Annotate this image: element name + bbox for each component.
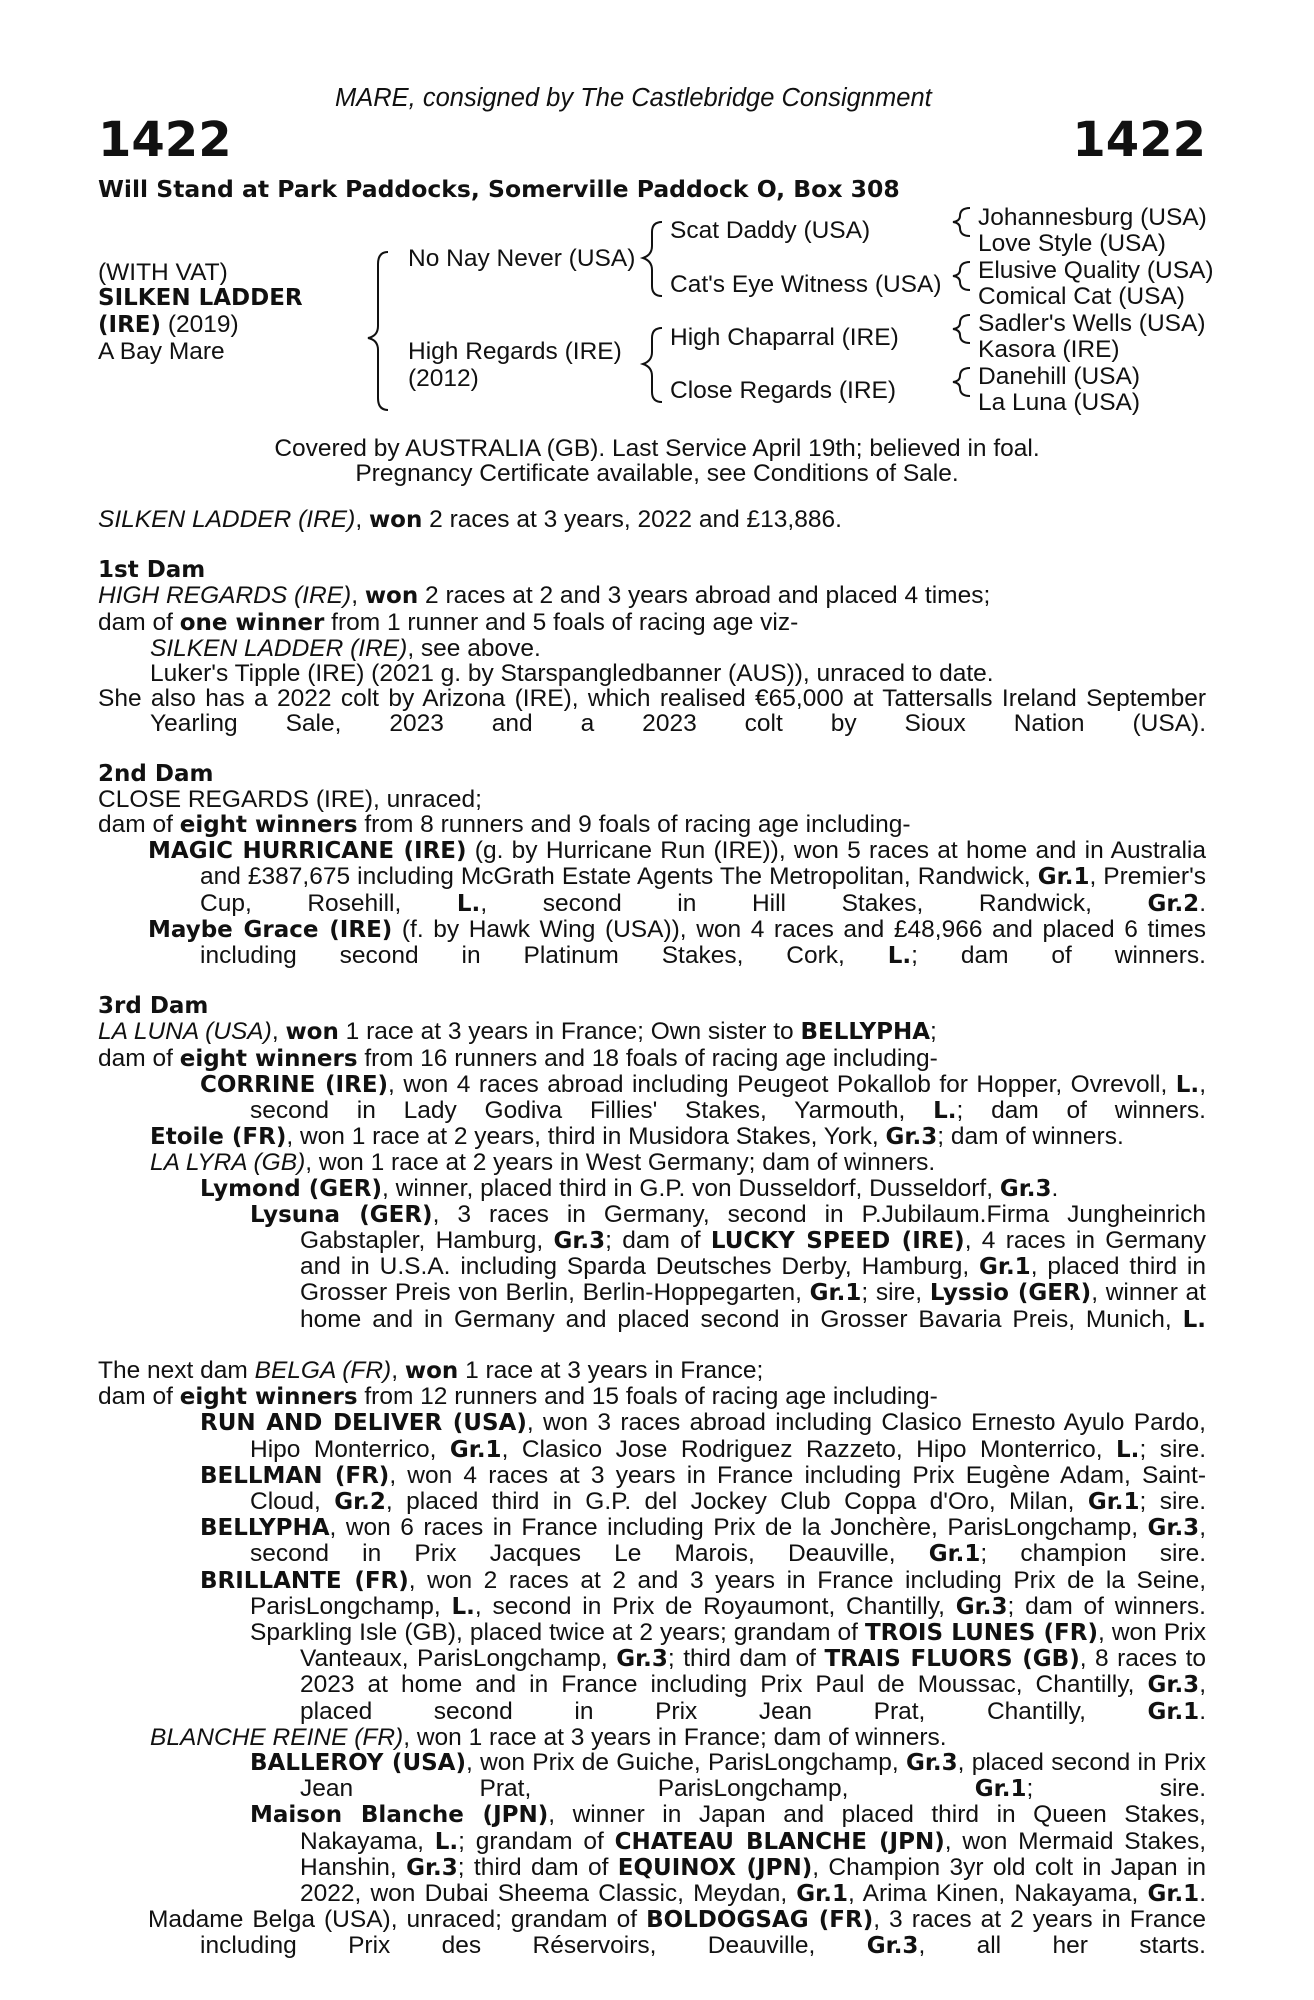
produce-madame-belga: Madame Belga (USA), unraced; grandam of BOLDOGSAG (FR), 3 races at 2 years in France including Prix des Réservoirs, Deauville, Gr.3, all her starts.	[148, 1906, 1206, 1960]
produce-lymond: Lymond (GER), winner, placed third in G.P. von Dusseldorf, Dusseldorf, Gr.3.	[200, 1174, 1059, 1202]
third-dam-own-sister: BELLYPHA	[800, 1019, 931, 1046]
produce-corrine: CORRINE (IRE), won 4 races abroad including Peugeot Pokallob for Hopper, Ovrevoll, L., second in Lady Godiva Fillies' Stakes, Yarmouth, L.; dam of winners.	[200, 1070, 1206, 1125]
vat-note: (WITH VAT)	[98, 259, 228, 286]
horse-description: A Bay Mare	[98, 338, 225, 365]
pedigree-g8: La Luna (USA)	[978, 389, 1141, 416]
produce-maison-blanche: Maison Blanche (JPN), winner in Japan and placed third in Queen Stakes, Nakayama, L.; grandam of CHATEAU BLANCHE (JPN), won Mermaid Stakes, Hanshin, Gr.3; third dam of EQUINOX (JPN), Champion 3yr old colt in Japan in 2022, won Dubai Sheema Classic, Meydan, Gr.1, Arima Kinen, Nakayama, Gr.1.	[250, 1801, 1207, 1907]
first-dam-produce-prefix: dam of	[98, 608, 180, 636]
race-record: SILKEN LADDER (IRE), won 2 races at 3 years, 2022 and £13,886.	[98, 506, 842, 533]
trois-lunes-name: TROIS LUNES (FR)	[864, 1619, 1098, 1646]
third-dam-produce-text: from 16 runners and 18 foals of racing age including-	[357, 1044, 938, 1072]
third-dam-produce-prefix: dam of	[98, 1044, 180, 1072]
covered-line: Covered by AUSTRALIA (GB). Last Service April 19th; believed in foal.	[274, 435, 1040, 462]
record-text: 2 races at 3 years, 2022 and £13,886.	[422, 506, 842, 533]
bellypha-name: BELLYPHA	[200, 1515, 330, 1542]
pedigree-g4: Comical Cat (USA)	[978, 283, 1185, 310]
balleroy-name: BALLEROY (USA)	[250, 1749, 466, 1776]
next-dam-section: The next dam BELGA (FR), won 1 race at 3 years in France; dam of eight winners from 12 runners and 15 foals of racing age including- RUN AND DELIVER (USA), won 3 races abroad including Clasico Ernesto Ayulo Pardo, Hipo Monterrico, Gr.1, Clasico Jose Rodriguez Razzeto, Hipo Monterrico, L.; sire. BELLMAN (FR), won 4 races at 3 years in France including Prix Eugène Adam, Saint-Cloud, Gr.2, placed third in G.P. del Jockey Club Coppa d'Oro, Milan, Gr.1; sire. BELLYPHA, won 6 races in France including Prix de la Jonchère, ParisLongchamp, Gr.3, second in Prix Jacques Le Marois, Deauville, Gr.1; champion sire. BRILLANTE (FR), won 2 races at 2 and 3 years in France including Prix de la Seine, ParisLongchamp, L., second in Prix de Royaumont, Chantilly, Gr.3; dam of winners. Sparkling Isle (GB), placed twice at 2 years; grandam of TROIS LUNES (FR), won Prix Vanteaux, ParisLongchamp, Gr.3; third dam of TRAIS FLUORS (GB), 8 races to 2023 at home and in France including Prix Paul de Moussac, Chantilly, Gr.3, placed second in Prix Jean Prat, Chantilly, Gr.1. BLANCHE REINE (FR), won 1 race at 3 years in France; dam of winners. BALLEROY (USA), won Prix de Guiche, ParisLongchamp, Gr.3, placed second in Prix Jean Prat, ParisLongchamp, Gr.1; sire. Maison Blanche (JPN), winner in Japan and placed third in Queen Stakes, Nakayama, L.; grandam of CHATEAU BLANCHE (JPN), won Mermaid Stakes, Hanshin, Gr.3; third dam of EQUINOX (JPN), Champion 3yr old colt in Japan in 2022, won Dubai Sheema Classic, Meydan, Gr.1, Arima Kinen, Nakayama, Gr.1. Madame Belga (USA), unraced; grandam of BOLDOGSAG (FR), 3 races at 2 years in France including Prix des Réservoirs, Deauville, Gr.3, all her starts.	[98, 1356, 1207, 1960]
pedigree-g7: Danehill (USA)	[978, 363, 1141, 390]
consignment-line: MARE, consigned by The Castlebridge Consignment	[335, 84, 932, 112]
catalogue-body	[98, 507, 1206, 1985]
lymond-name: Lymond (GER)	[200, 1175, 383, 1202]
produce-sparkling-isle: Sparkling Isle (GB), placed twice at 2 years; grandam of TROIS LUNES (FR), won Prix Vanteaux, ParisLongchamp, Gr.3; third dam of TRAIS FLUORS (GB), 8 races to 2023 at home and in France including Prix Paul de Moussac, Chantilly, Gr.3, placed second in Prix Jean Prat, Chantilly, Gr.1.	[250, 1618, 1206, 1725]
produce-bellypha: BELLYPHA, won 6 races in France including Prix de la Jonchère, ParisLongchamp, Gr.3, second in Prix Jacques Le Marois, Deauville, Gr.1; champion sire.	[200, 1514, 1207, 1568]
pedigree-sire-dam: Cat's Eye Witness (USA)	[670, 271, 942, 298]
etoile-name: Etoile (FR)	[150, 1124, 287, 1151]
third-dam-section: 3rd Dam LA LUNA (USA), won 1 race at 3 years in France; Own sister to BELLYPHA; dam of eight winners from 16 runners and 18 foals of racing age including- CORRINE (IRE), won 4 races abroad including Peugeot Pokallob for Hopper, Ovrevoll, L., second in Lady Godiva Fillies' Stakes, Yarmouth, L.; dam of winners. Etoile (FR), won 1 race at 2 years, third in Musidora Stakes, York, Gr.3; dam of winners. LA LYRA (GB), won 1 race at 2 years in West Germany; dam of winners. Lymond (GER), winner, placed third in G.P. von Dusseldorf, Dusseldorf, Gr.3. Lysuna (GER), 3 races in Germany, second in P.Jubilaum.Firma Jungheinrich Gabstapler, Hamburg, Gr.3; dam of LUCKY SPEED (IRE), 4 races in Germany and in U.S.A. including Sparda Deutsches Derby, Hamburg, Gr.1, placed third in Grosser Preis von Berlin, Berlin-Hoppegarten, Gr.1; sire, Lyssio (GER), winner at home and in Germany and placed second in Grosser Bavaria Preis, Munich, L.	[98, 993, 1207, 1333]
lot-number-right: 1422	[1072, 112, 1206, 168]
second-dam-name: CLOSE REGARDS (IRE), unraced;	[98, 785, 482, 813]
produce-magic-hurricane: MAGIC HURRICANE (IRE) (g. by Hurricane Run (IRE)), won 5 races at home and in Australia and £387,675 including McGrath Estate Agents The Metropolitan, Randwick, Gr.1, Premier's Cup, Rosehill, L., second in Hill Stakes, Randwick, Gr.2.	[148, 837, 1206, 917]
first-dam-section: 1st Dam HIGH REGARDS (IRE), won 2 races at 2 and 3 years abroad and placed 4 times; dam of one winner from 1 runner and 5 foals of racing age viz- SILKEN LADDER (IRE), see above. Luker's Tipple (IRE) (2021 g. by Starspangledbanner (AUS)), unraced to date. She also has a 2022 colt by Arizona (IRE), which realised €65,000 at Tattersalls Ireland September Yearling Sale, 2023 and a 2023 colt by Sioux Nation (USA).	[98, 557, 1206, 738]
produce-blanche-reine: BLANCHE REINE (FR), won 1 race at 3 years in France; dam of winners.	[150, 1723, 947, 1751]
first-dam-heading: 1st Dam	[98, 557, 206, 584]
chateau-blanche-name: CHATEAU BLANCHE (JPN)	[614, 1828, 945, 1855]
pedigree-dam-dam: Close Regards (IRE)	[670, 377, 897, 404]
brillante-name: BRILLANTE (FR)	[200, 1567, 409, 1594]
pedigree-sire: No Nay Never (USA)	[408, 245, 636, 272]
boldogsag-name: BOLDOGSAG (FR)	[646, 1907, 874, 1934]
second-dam-winners: eight winners	[179, 812, 358, 839]
second-dam-section	[98, 762, 1206, 970]
pedigree-g3: Elusive Quality (USA)	[978, 257, 1214, 284]
corrine-name: CORRINE (IRE)	[200, 1071, 389, 1098]
first-dam-also-has: She also has a 2022 colt by Arizona (IRE), which realised €65,000 at Tattersalls Ireland September Yearling Sale, 2023 and a 2023 colt by Sioux Nation (USA).	[98, 685, 1206, 738]
produce-silken-ladder: SILKEN LADDER (IRE)	[150, 634, 408, 662]
maybe-grace-name: Maybe Grace (IRE)	[148, 916, 393, 943]
second-dam-produce-text: from 8 runners and 9 foals of racing age including-	[357, 811, 911, 839]
blanche-reine-name: BLANCHE REINE (FR)	[150, 1723, 404, 1751]
produce-balleroy: BALLEROY (USA), won Prix de Guiche, ParisLongchamp, Gr.3, placed second in Prix Jean Prat, ParisLongchamp, Gr.1; sire.	[250, 1748, 1207, 1803]
produce-lysuna: Lysuna (GER), 3 races in Germany, second in P.Jubilaum.Firma Jungheinrich Gabstapler, Hamburg, Gr.3; dam of LUCKY SPEED (IRE), 4 races in Germany and in U.S.A. including Sparda Deutsches Derby, Hamburg, Gr.1, placed third in Grosser Preis von Berlin, Berlin-Hoppegarten, Gr.1; sire, Lyssio (GER), winner at home and in Germany and placed second in Grosser Bavaria Preis, Munich, L.	[250, 1200, 1207, 1333]
lysuna-name: Lysuna (GER)	[250, 1201, 433, 1228]
bellman-name: BELLMAN (FR)	[200, 1462, 390, 1489]
lot-number-left: 1422	[98, 112, 232, 168]
pedigree-dam: High Regards (IRE)	[408, 338, 622, 365]
trais-fluors-name: TRAIS FLUORS (GB)	[824, 1646, 1080, 1673]
maison-blanche-name: Maison Blanche (JPN)	[250, 1802, 549, 1829]
pedigree-dam-sire: High Chaparral (IRE)	[670, 324, 899, 351]
la-lyra-name: LA LYRA (GB)	[150, 1149, 306, 1177]
produce-maybe-grace: Maybe Grace (IRE) (f. by Hawk Wing (USA)), won 4 races and £48,966 and placed 6 times including second in Platinum Stakes, Cork, L.; dam of winners.	[148, 915, 1207, 970]
second-dam-produce-prefix: dam of	[98, 811, 180, 839]
stand-location: Will Stand at Park Paddocks, Somerville Paddock O, Box 308	[98, 175, 900, 203]
record-horse-name: SILKEN LADDER (IRE)	[98, 506, 356, 533]
produce-la-lyra: LA LYRA (GB), won 1 race at 2 years in West Germany; dam of winners.	[150, 1149, 936, 1177]
horse-name: SILKEN LADDER	[98, 285, 303, 311]
pedigree-dam-year: (2012)	[408, 365, 479, 392]
second-dam-heading: 2nd Dam	[98, 760, 214, 787]
next-dam-name: BELGA (FR)	[254, 1356, 392, 1384]
pregnancy-line: Pregnancy Certificate available, see Conditions of Sale.	[355, 460, 959, 487]
run-and-deliver-name: RUN AND DELIVER (USA)	[200, 1410, 527, 1437]
record-won: won	[368, 507, 423, 533]
produce-lukers-tipple: Luker's Tipple (IRE) (2021 g. by Starspangledbanner (AUS)), unraced to date.	[150, 660, 994, 688]
third-dam-name: LA LUNA (USA)	[98, 1018, 272, 1046]
horse-country: (IRE)	[98, 312, 162, 338]
produce-etoile: Etoile (FR), won 1 race at 2 years, third in Musidora Stakes, York, Gr.3; dam of winners.	[150, 1123, 1124, 1151]
produce-silken-ladder-note: , see above.	[407, 634, 541, 662]
horse-year: (2019)	[161, 311, 239, 338]
first-dam-name: HIGH REGARDS (IRE)	[98, 582, 352, 610]
pedigree-g5: Sadler's Wells (USA)	[978, 310, 1206, 337]
equinox-name: EQUINOX (JPN)	[617, 1854, 813, 1881]
pedigree-g2: Love Style (USA)	[978, 230, 1166, 257]
third-dam-winners: eight winners	[179, 1045, 358, 1072]
first-dam-record: 2 races at 2 and 3 years abroad and placed 4 times;	[418, 582, 991, 610]
pedigree-g6: Kasora (IRE)	[978, 336, 1120, 363]
next-dam-winners: eight winners	[179, 1384, 358, 1411]
produce-bellman: BELLMAN (FR), won 4 races at 3 years in France including Prix Eugène Adam, Saint-Cloud, Gr.2, placed third in G.P. del Jockey Club Coppa d'Oro, Milan, Gr.1; sire.	[200, 1461, 1206, 1515]
produce-run-and-deliver: RUN AND DELIVER (USA), won 3 races abroad including Clasico Ernesto Ayulo Pardo, Hipo Monterrico, Gr.1, Clasico Jose Rodriguez Razzeto, Hipo Monterrico, L.; sire.	[200, 1409, 1206, 1463]
third-dam-won: won	[285, 1019, 339, 1046]
first-dam-produce-text: from 1 runner and 5 foals of racing age viz-	[324, 608, 799, 636]
first-dam-winners: one winner	[179, 609, 325, 636]
first-dam-won: won	[364, 583, 419, 610]
next-dam-won: won	[404, 1357, 459, 1384]
third-dam-heading: 3rd Dam	[98, 993, 209, 1020]
pedigree-g1: Johannesburg (USA)	[978, 204, 1207, 231]
magic-hurricane-name: MAGIC HURRICANE (IRE)	[148, 838, 467, 865]
produce-brillante: BRILLANTE (FR), won 2 races at 2 and 3 years in France including Prix de la Seine, ParisLongchamp, L., second in Prix de Royaumont, Chantilly, Gr.3; dam of winners.	[200, 1566, 1207, 1620]
pedigree-sire-sire: Scat Daddy (USA)	[670, 217, 871, 244]
